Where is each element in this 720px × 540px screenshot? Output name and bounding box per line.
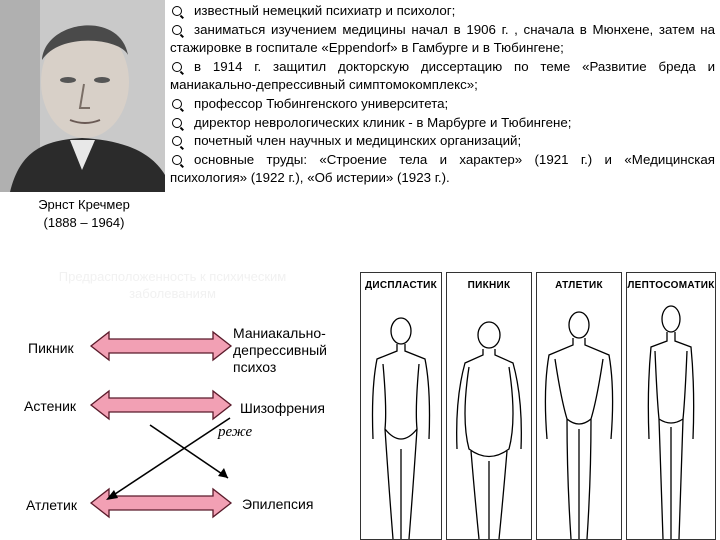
arrow-athletic-schizophrenia-diagonal — [106, 418, 230, 500]
figure-athletic: АТЛЕТИК — [536, 272, 622, 540]
biography-item: директор неврологических клиник - в Марбурге и Тюбингене; — [170, 114, 715, 133]
picnic-silhouette — [447, 289, 531, 539]
body-type-figures — [352, 272, 718, 540]
dysplastic-silhouette — [361, 289, 441, 539]
biography-item: профессор Тюбингенского университета; — [170, 95, 715, 114]
biography-item: известный немецкий психиатр и психолог; — [170, 2, 715, 21]
note-rarer: реже — [218, 424, 253, 440]
diagram-heading: Предрасположенность к психическим заболеваниям — [58, 269, 287, 301]
label-manic-depressive: Маниакально-депрессивный психоз — [233, 325, 327, 375]
leptosomatic-silhouette — [627, 289, 715, 539]
arrow-picnic-manic — [91, 332, 231, 360]
portrait-years: (1888 – 1964) — [43, 215, 125, 230]
arrow-asthenic-schizophrenia — [91, 391, 231, 419]
biography-item: почетный член научных и медицинских организаций; — [170, 132, 715, 151]
biography-item: основные труды: «Строение тела и характер» (1921 г.) и «Медицинская психология» (1922 г.), «Об истерии» (1923 г.). — [170, 151, 715, 186]
figure-picnic: ПИКНИК — [446, 272, 532, 540]
biography-item: в 1914 г. защитил докторскую диссертацию по теме «Развитие бреда и маниакально-депрессивный симптомокомплекс»; — [170, 58, 715, 93]
arrow-asthenic-epilepsy-diagonal — [150, 425, 228, 478]
label-epilepsy: Эпилепсия — [242, 496, 314, 512]
biography-item: заниматься изучением медицины начал в 1906 г. , сначала в Мюнхене, затем на стажировке в госпитале «Eppendorf» в Гамбурге и в Тюбингене; — [170, 21, 715, 56]
athletic-silhouette — [537, 289, 621, 539]
figure-leptosomatic: ЛЕПТОСОМАТИК — [626, 272, 716, 540]
label-picnic: Пикник — [28, 340, 74, 356]
label-schizophrenia: Шизофрения — [240, 400, 325, 416]
label-athletic: Атлетик — [26, 497, 77, 513]
figure-dysplastic: ДИСПЛАСТИК — [360, 272, 442, 540]
label-asthenic: Астеник — [24, 398, 77, 414]
portrait-name: Эрнст Кречмер — [38, 197, 130, 212]
